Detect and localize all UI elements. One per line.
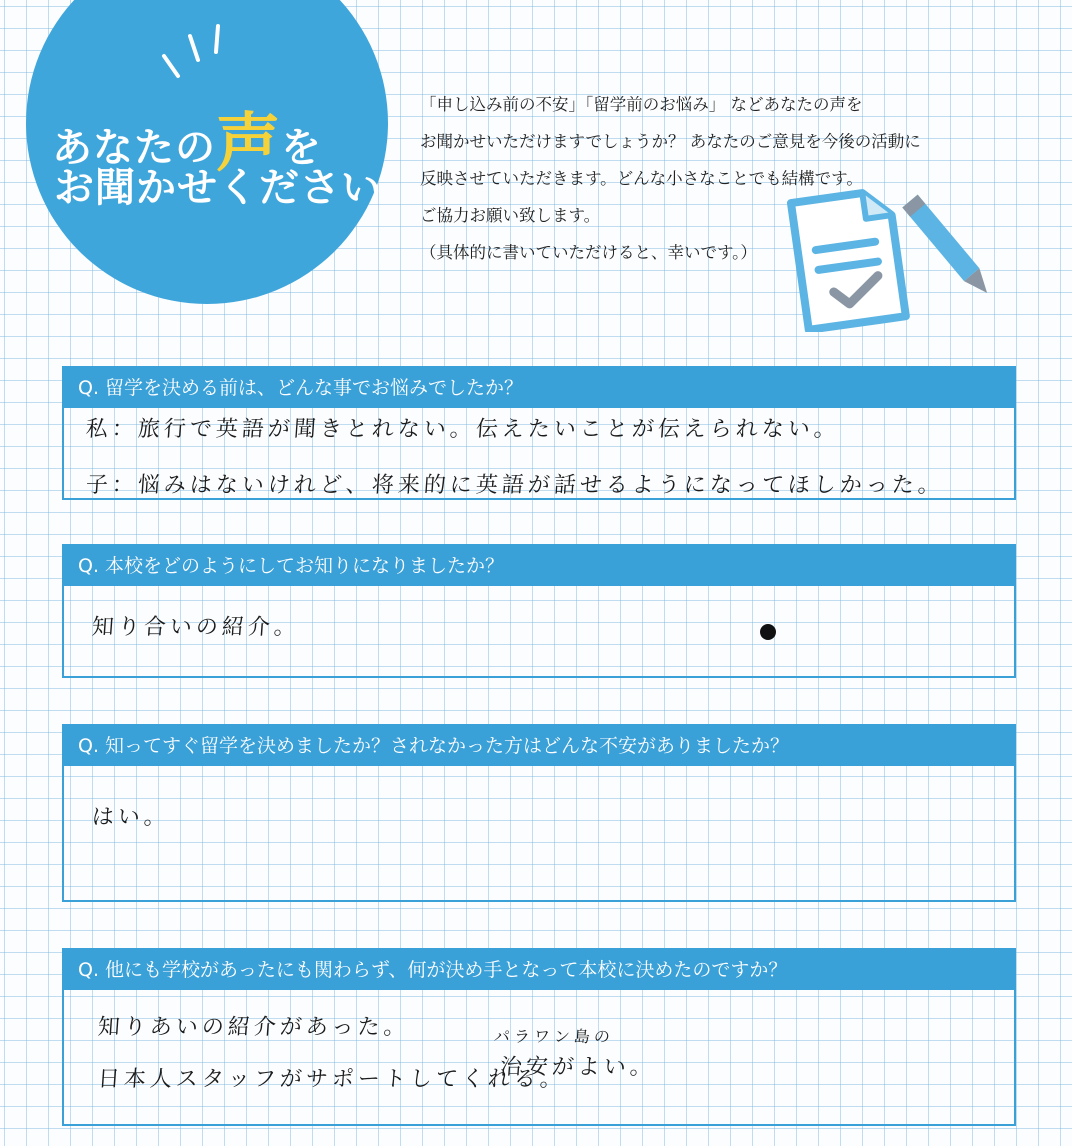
answer-text: パラワン島の — [493, 1027, 615, 1046]
intro-line: お聞かせいただけますでしょうか？ あなたのご意見を今後の活動に — [420, 132, 921, 151]
answer-text: 私：旅行で英語が聞きとれない。伝えたいことが伝えられない。 — [84, 417, 841, 442]
title-post: を — [281, 125, 322, 171]
answer-text: 知りあいの紹介があった。 — [96, 1015, 411, 1040]
document-check-icon — [786, 184, 996, 332]
answer-text: はい。 — [90, 805, 171, 830]
answer-text: 日本人スタッフがサポートしてくれる。 — [96, 1067, 567, 1092]
intro-line: 反映させていただきます。どんな小さなことでも結構です。 — [420, 169, 863, 188]
title-pre: あなたの — [52, 125, 216, 171]
ink-dot — [760, 624, 776, 640]
answer-text: 知り合いの紹介。 — [90, 615, 301, 640]
intro-line: （具体的に書いていただけると、幸いです。） — [420, 243, 757, 262]
question-header-4: Q. 他にも学校があったにも関わらず、何が決め手となって本校に決めたのですか？ — [64, 950, 1014, 990]
title-accent: 声 — [216, 107, 281, 181]
question-box-3 — [62, 724, 1016, 902]
page-title-line2: お聞かせください — [54, 165, 382, 211]
answer-text: 子：悩みはないけれど、将来的に英語が話せるようになってほしかった。 — [84, 473, 945, 498]
question-header-2: Q. 本校をどのようにしてお知りになりましたか？ — [64, 546, 1014, 586]
intro-line: 「申し込み前の不安」「留学前のお悩み」 などあなたの声を — [420, 95, 863, 114]
emphasis-lines-icon — [156, 20, 246, 90]
pencil-icon — [902, 195, 994, 300]
answer-text: 治安がよい。 — [498, 1055, 657, 1080]
question-header-3: Q. 知ってすぐ留学を決めましたか？されなかった方はどんな不安がありましたか？ — [64, 726, 1014, 766]
question-header-1: Q. 留学を決める前は、どんな事でお悩みでしたか？ — [64, 368, 1014, 408]
intro-line: ご協力お願い致します。 — [420, 206, 601, 225]
